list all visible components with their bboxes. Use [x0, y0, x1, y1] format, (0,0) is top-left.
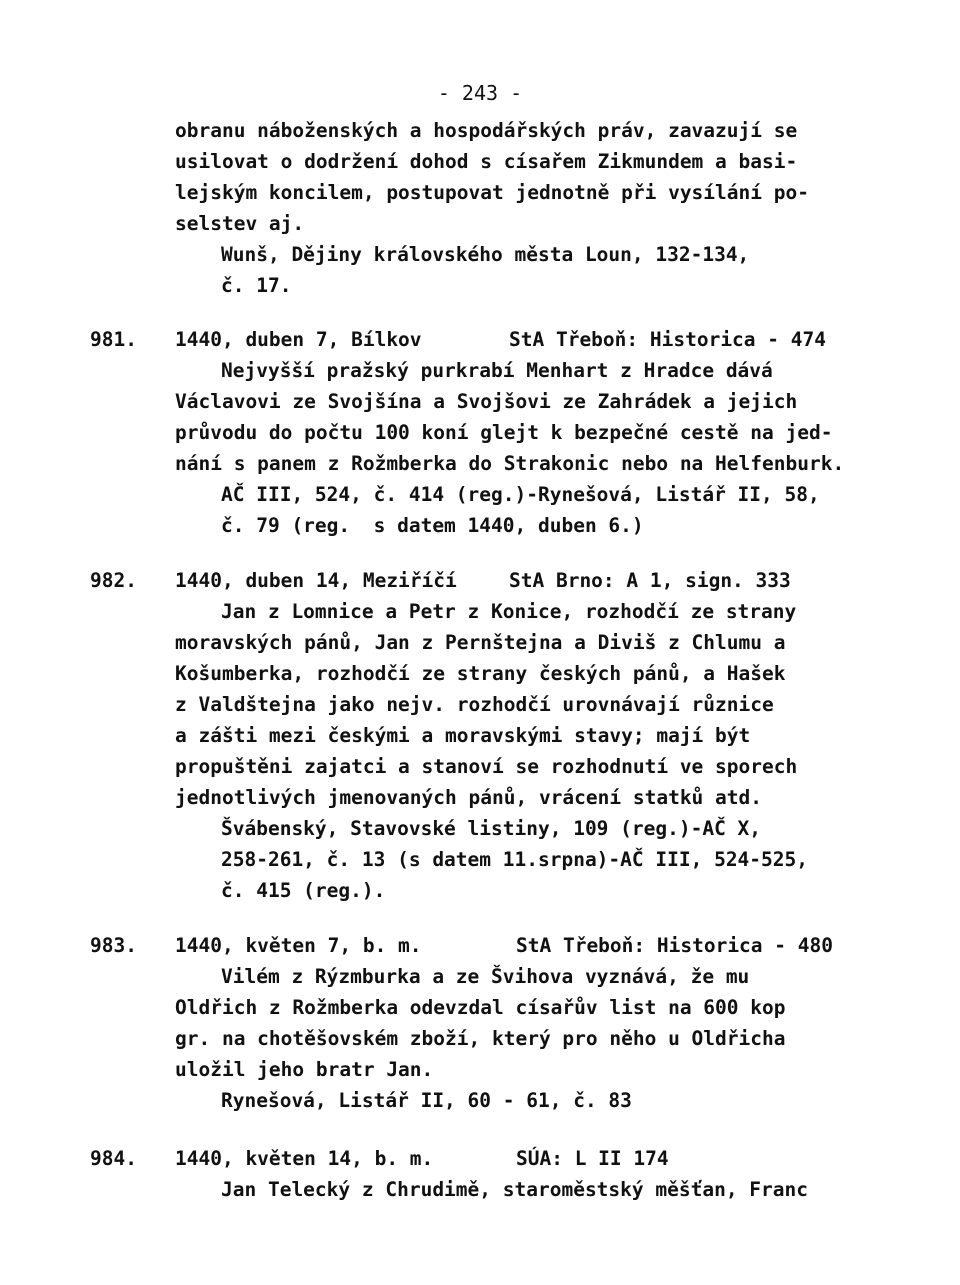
entry-ref: AČ III, 524, č. 414 (reg.)-Rynešová, Listář II, 58, — [221, 483, 820, 506]
entry-line: Košumberka, rozhodčí ze strany českých pánů, a Hašek — [175, 662, 786, 685]
continuation-ref: Wunš, Dějiny královského města Loun, 132-134, — [221, 243, 750, 266]
entry-header: 1440, květen 7, b. m. — [175, 934, 422, 957]
entry-number: 981. — [90, 328, 137, 351]
entry-archive: StA Třeboň: Historica - 474 — [509, 328, 826, 351]
entry-header: 1440, duben 7, Bílkov — [175, 328, 422, 351]
entry-number: 984. — [90, 1147, 137, 1170]
entry-archive: StA Třeboň: Historica - 480 — [516, 934, 833, 957]
entry-line: z Valdštejna jako nejv. rozhodčí urovnávají různice — [175, 693, 774, 716]
entry-line: průvodu do počtu 100 koní glejt k bezpečné cestě na jed- — [175, 421, 833, 444]
continuation-line: usilovat o dodržení dohod s císařem Zikmundem a basi- — [175, 150, 798, 173]
entry-header: 1440, květen 14, b. m. — [175, 1147, 434, 1170]
entry-line: gr. na chotěšovském zboží, který pro něho u Oldřicha — [175, 1027, 786, 1050]
entry-line: jednotlivých jmenovaných pánů, vrácení statků atd. — [175, 786, 762, 809]
page-number: - 243 - — [437, 81, 523, 105]
entry-line: a zášti mezi českými a moravskými stavy; mají být — [175, 724, 751, 747]
entry-ref: č. 79 (reg. s datem 1440, duben 6.) — [221, 514, 644, 537]
entry-line: nání s panem z Rožmberka do Strakonic nebo na Helfenburk. — [175, 452, 845, 475]
entry-ref: 258-261, č. 13 (s datem 11.srpna)-AČ III, 524-525, — [221, 848, 808, 871]
continuation-line: selstev aj. — [175, 212, 305, 235]
entry-line: propuštěni zajatci a stanoví se rozhodnutí ve sporech — [175, 755, 798, 778]
entry-line: moravských pánů, Jan z Pernštejna a Diviš z Chlumu a — [175, 631, 786, 654]
entry-number: 982. — [90, 569, 137, 592]
entry-header: 1440, duben 14, Meziříčí — [175, 569, 457, 592]
entry-ref: Švábenský, Stavovské listiny, 109 (reg.)-AČ X, — [221, 817, 762, 840]
entry-number: 983. — [90, 934, 137, 957]
continuation-line: lejským koncilem, postupovat jednotně při vysílání po- — [175, 181, 809, 204]
entry-archive: StA Brno: A 1, sign. 333 — [509, 569, 791, 592]
entry-ref: č. 415 (reg.). — [221, 879, 386, 902]
entry-line: Václavovi ze Svojšína a Svojšovi ze Zahrádek a jejich — [175, 390, 798, 413]
entry-line: Jan Telecký z Chrudimě, staroměstský měšťan, Franc — [221, 1178, 808, 1201]
entry-archive: SÚA: L II 174 — [516, 1147, 669, 1170]
entry-line: Vilém z Rýzmburka a ze Švihova vyznává, že mu — [221, 965, 750, 988]
continuation-ref: č. 17. — [221, 274, 292, 297]
entry-line: uložil jeho bratr Jan. — [175, 1058, 434, 1081]
entry-line: Nejvyšší pražský purkrabí Menhart z Hradce dává — [221, 359, 773, 382]
continuation-line: obranu náboženských a hospodářských práv, zavazují se — [175, 119, 798, 142]
entry-line: Oldřich z Rožmberka odevzdal císařův list na 600 kop — [175, 996, 786, 1019]
entry-ref: Rynešová, Listář II, 60 - 61, č. 83 — [221, 1089, 632, 1112]
entry-line: Jan z Lomnice a Petr z Konice, rozhodčí ze strany — [221, 600, 797, 623]
